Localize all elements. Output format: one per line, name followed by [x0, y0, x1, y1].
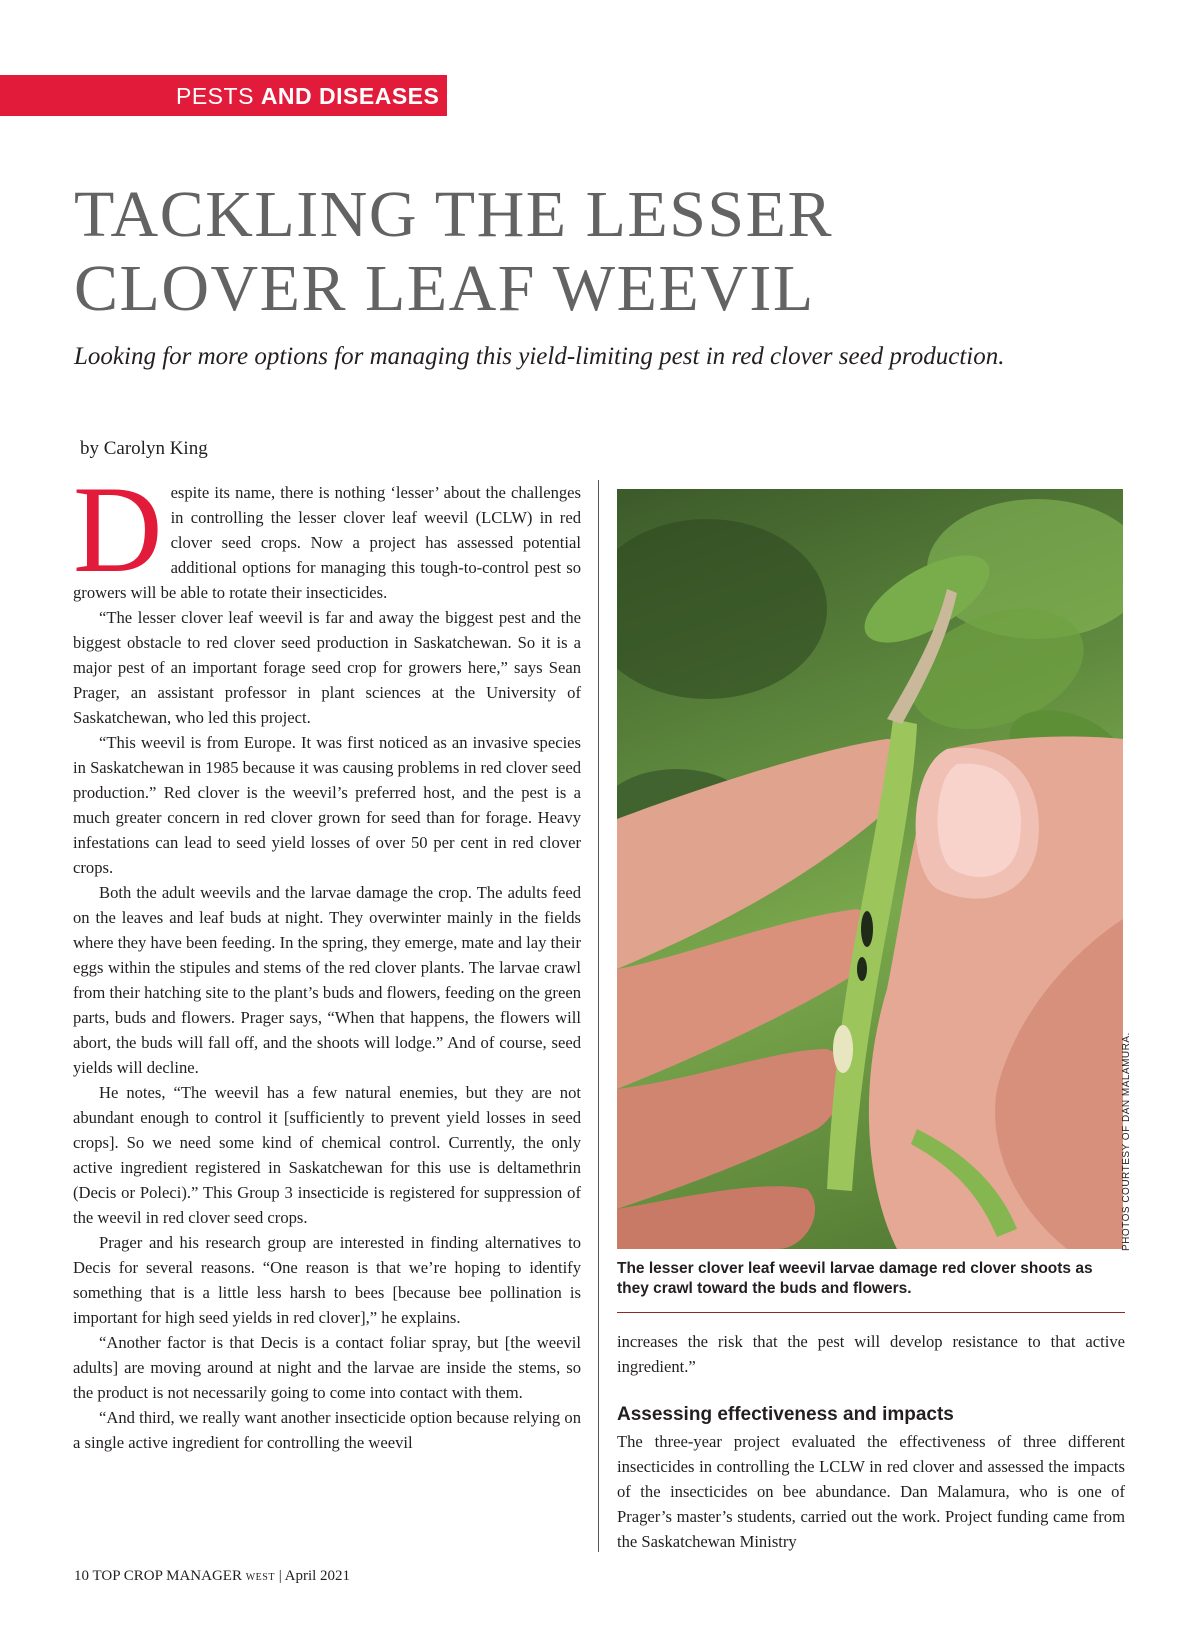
paragraph-4: Both the adult weevils and the larvae damage the crop. The adults feed on the leaves and leaf buds at night. They overwinter mainly in the fields where they have been feeding. In the spring, they emerge, mate and lay their eggs within the stipules and stems of the red clover plants. The larvae crawl from their hatching site to the plant’s buds and flowers, feeding on the green parts, buds and flowers. Prager says, “When that happens, the flowers will abort, the buds will fall off, and the shoots will lodge.” And of course, seed yields will decline.: [73, 883, 581, 1077]
right-continuation: increases the risk that the pest will develop resistance to that active ingredient.”: [617, 1332, 1125, 1376]
issue-date: April 2021: [284, 1568, 351, 1584]
byline: by Carolyn King: [80, 438, 208, 459]
article-subtitle: Looking for more options for managing this yield-limiting pest in red clover seed production.: [74, 343, 1005, 370]
photo-caption: The lesser clover leaf weevil larvae damage red clover shoots as they crawl toward the buds and flowers.: [617, 1260, 1093, 1297]
magazine-name: TOP CROP MANAGER: [92, 1568, 242, 1584]
page-number: 10: [74, 1568, 89, 1584]
section-banner: [0, 75, 447, 116]
paragraph-5: He notes, “The weevil has a few natural enemies, but they are not abundant enough to control it [sufficiently to prevent yield losses in seed crops]. So we need some kind of chemical control. Currently, the only active ingredient registered in Saskatchewan for this use is deltamethrin (Decis or Poleci).” This Group 3 insecticide is registered for suppression of the weevil in red clover seed crops.: [73, 1083, 581, 1227]
caption-divider: [617, 1312, 1125, 1313]
column-divider: [598, 480, 599, 1552]
weevil-photo: [617, 489, 1123, 1249]
paragraph-2: “The lesser clover leaf weevil is far and away the biggest pest and the biggest obstacle to red clover seed production in Saskatchewan. So it is a major pest of an important forage seed crop for growers here,” says Sean Prager, an assistant professor in plant sciences at the University of Saskatchewan, who led this project.: [73, 608, 581, 727]
paragraph-1-text: espite its name, there is nothing ‘lesser’ about the challenges in controlling the lesser clover leaf weevil (LCLW) in red clover seed crops. Now a project has assessed potential additional options for managing this tough-to-control pest so growers will be able to rotate their insecticides.: [73, 483, 581, 602]
article-title: [74, 178, 1134, 326]
subheading: Assessing effectiveness and impacts: [617, 1404, 954, 1425]
magazine-edition: WEST: [245, 1572, 275, 1583]
footer-separator: |: [278, 1568, 282, 1584]
paragraph-3: “This weevil is from Europe. It was first noticed as an invasive species in Saskatchewan in 1985 because it was causing problems in red clover seed production.” Red clover is the weevil’s preferred host, and the pest is a much greater concern in red clover grown for seed than for forage. Heavy infestations can lead to seed yield losses of over 50 per cent in red clover crops.: [73, 733, 581, 877]
photo-credit: PHOTOS COURTESY OF DAN MALAMURA.: [1121, 1032, 1132, 1251]
title-line-1: TACKLING THE LESSER: [74, 178, 833, 251]
section-label-light: PESTS: [176, 83, 254, 109]
right-column: [617, 1329, 1125, 1554]
title-line-2: CLOVER LEAF WEEVIL: [74, 252, 815, 325]
left-column: [73, 461, 581, 1455]
paragraph-6: Prager and his research group are interested in finding alternatives to Decis for several reasons. “One reason is that we’re hoping to identify something that is a little less harsh to bees [because bee pollination is important for high seed yields in red clover],” he explains.: [73, 1233, 581, 1327]
right-body: The three-year project evaluated the effectiveness of three different insecticides in controlling the LCLW in red clover and assessed the impacts of the insecticides on bee abundance. Dan Malamura, who is one of Prager’s master’s students, carried out the work. Project funding came from the Saskatchewan Ministry: [617, 1432, 1125, 1551]
section-label: [176, 83, 439, 110]
weevil-photo-illustration: [617, 489, 1123, 1249]
paragraph-7: “Another factor is that Decis is a contact foliar spray, but [the weevil adults] are moving around at night and the larvae are inside the stems, so the product is not necessarily going to come into contact with them.: [73, 1333, 581, 1402]
paragraph-1: [73, 461, 581, 605]
section-label-bold: AND DISEASES: [260, 83, 440, 109]
page-footer: [74, 1568, 350, 1585]
drop-cap: D: [73, 461, 163, 598]
paragraph-8: “And third, we really want another insecticide option because relying on a single active ingredient for controlling the weevil: [73, 1408, 581, 1452]
